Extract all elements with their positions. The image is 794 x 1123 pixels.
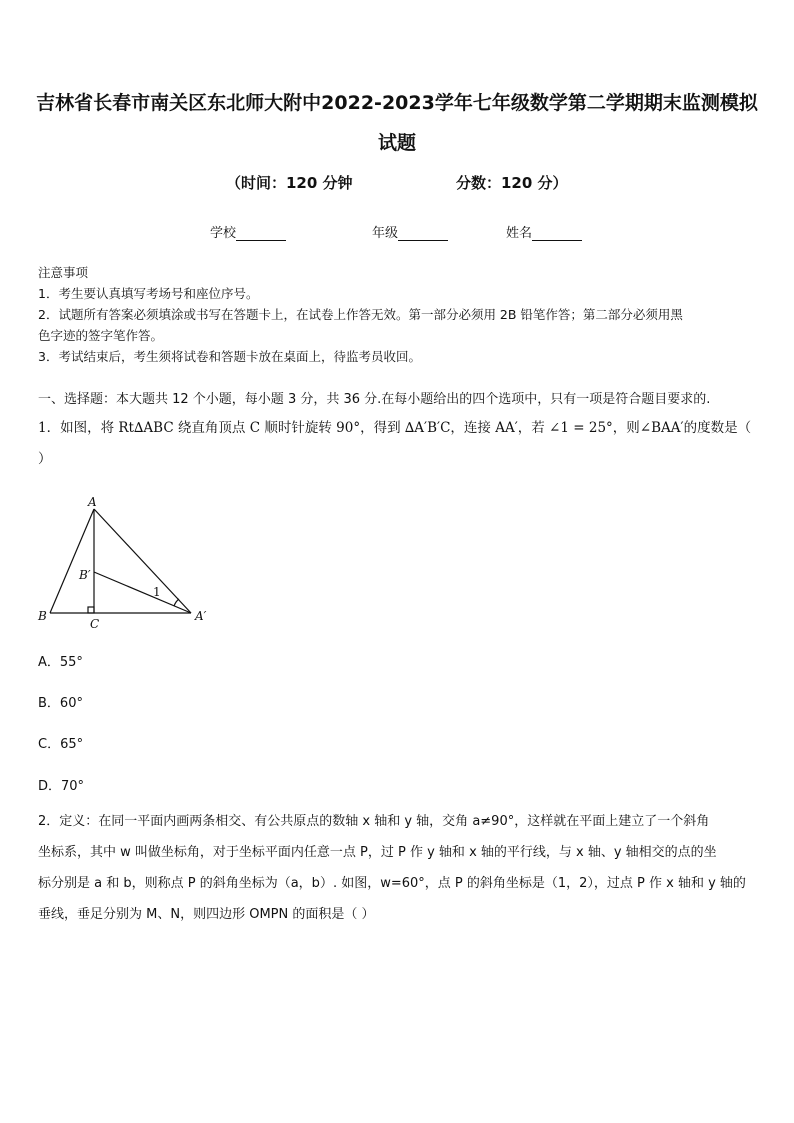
school-label: 学校 bbox=[210, 226, 237, 241]
grade-field bbox=[372, 222, 448, 241]
notes-heading: 注意事项 bbox=[38, 265, 89, 280]
question-1 bbox=[38, 413, 760, 475]
question-1-line1: 1．如图，将 Rt∆ABC 绕直角顶点 C 顺时针旋转 90°，得到 ∆A′B′C，连接 AA′，若 ∠1 = 25°，则∠BAA′的度数是（ bbox=[38, 420, 752, 436]
right-angle-mark bbox=[88, 607, 94, 613]
edge-ab bbox=[50, 509, 94, 613]
label-a: A bbox=[88, 495, 97, 509]
option-d: D．70° bbox=[38, 779, 85, 794]
label-b-prime: B′ bbox=[79, 568, 91, 582]
option-c: C．65° bbox=[38, 737, 84, 752]
name-blank bbox=[532, 228, 582, 241]
option-a: A．55° bbox=[38, 655, 83, 670]
question-2-line: 标分别是 a 和 b，则称点 P 的斜角坐标为（a，b）. 如图，w=60°，点 P 的斜角坐标是（1，2），过点 P 作 x 轴和 y 轴的 bbox=[38, 876, 746, 891]
notes-item: 2．试题所有答案必须填涂或书写在答题卡上，在试卷上作答无效。第一部分必须用 2B 铅笔作答；第二部分必须用黑 bbox=[38, 307, 683, 322]
school-blank bbox=[236, 228, 286, 241]
notes-section bbox=[38, 262, 760, 367]
school-field bbox=[210, 222, 286, 241]
question-2 bbox=[38, 806, 760, 930]
time-label: （时间：120 分钟 bbox=[226, 174, 353, 192]
angle-1-arc bbox=[174, 599, 179, 606]
edge-b-prime-a-prime bbox=[94, 572, 191, 613]
question-2-line: 垂线，垂足分别为 M、N，则四边形 OMPN 的面积是（ ） bbox=[38, 907, 375, 922]
section-heading: 一、选择题：本大题共 12 个小题，每小题 3 分，共 36 分.在每小题给出的四个选项中，只有一项是符合题目要求的. bbox=[38, 392, 711, 407]
grade-label: 年级 bbox=[372, 226, 399, 241]
notes-item: 色字迹的签字笔作答。 bbox=[38, 328, 164, 343]
page-title: 吉林省长春市南关区东北师大附中2022-2023学年七年级数学第二学期期末监测模拟 bbox=[36, 92, 758, 114]
option-b: B．60° bbox=[38, 696, 83, 711]
edge-aa-prime bbox=[94, 509, 191, 613]
name-label: 姓名 bbox=[506, 226, 533, 241]
triangle-figure bbox=[30, 495, 220, 635]
name-field bbox=[506, 222, 582, 241]
question-1-line2: ） bbox=[38, 451, 52, 467]
question-2-line: 坐标系，其中 w 叫做坐标角，对于坐标平面内任意一点 P，过 P 作 y 轴和 x 轴的平行线，与 x 轴、y 轴相交的点的坐 bbox=[38, 845, 717, 860]
page-title-line2: 试题 bbox=[377, 132, 416, 154]
question-2-line: 2．定义：在同一平面内画两条相交、有公共原点的数轴 x 轴和 y 轴，交角 a≠90°，这样就在平面上建立了一个斜角 bbox=[38, 814, 710, 829]
label-angle-1: 1 bbox=[153, 585, 161, 599]
label-a-prime: A′ bbox=[195, 609, 207, 623]
label-c: C bbox=[90, 617, 100, 631]
notes-item: 1．考生要认真填写考场号和座位序号。 bbox=[38, 286, 259, 301]
grade-blank bbox=[398, 228, 448, 241]
notes-item: 3．考试结束后，考生须将试卷和答题卡放在桌面上，待监考员收回。 bbox=[38, 349, 421, 364]
label-b: B bbox=[38, 609, 47, 623]
score-label: 分数：120 分） bbox=[456, 174, 568, 192]
